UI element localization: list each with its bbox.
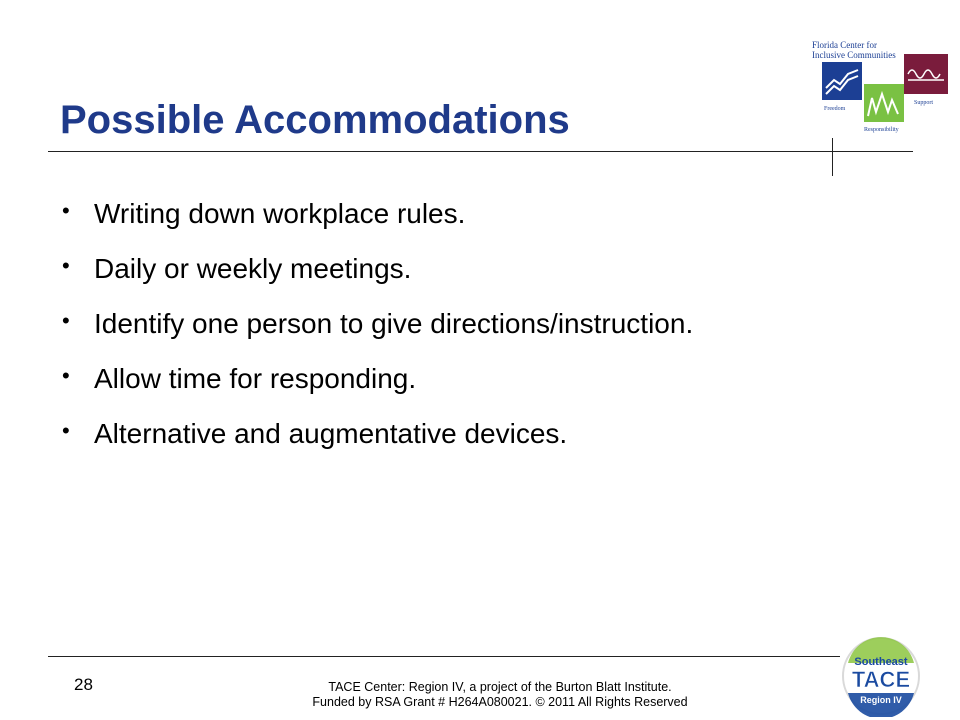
fcic-freedom-label: Freedom [824,106,846,112]
bullet-text: Daily or weekly meetings. [94,253,412,284]
footer-credits [240,680,760,710]
tace-logo [840,635,922,717]
bullet-dot-icon: • [62,418,70,443]
fcic-support-square [904,54,948,94]
title-divider-tick [832,138,833,176]
slide-title: Possible Accommodations [60,98,570,142]
bullet-item [62,306,693,361]
bullet-dot-icon: • [62,198,70,223]
footer-line-2: Funded by RSA Grant # H264A080021. © 2011 All Rights Reserved [312,695,688,709]
tace-logo-bottom: Region IV [860,695,902,705]
fcic-logo [806,40,952,136]
bullet-text: Identify one person to give directions/instruction. [94,308,694,339]
bullet-dot-icon: • [62,363,70,388]
footer-divider [48,656,840,657]
fcic-responsibility-label: Responsibility [864,127,899,133]
bullet-text: Writing down workplace rules. [94,198,466,229]
bullet-list [62,196,693,471]
tace-logo-main: TACE [851,667,911,692]
title-divider [48,151,913,152]
footer-line-1: TACE Center: Region IV, a project of the Burton Blatt Institute. [328,680,672,694]
bullet-text: Allow time for responding. [94,363,417,394]
fcic-name-line2: Inclusive Communities [812,50,896,60]
tace-logo-top: Southeast [854,656,908,668]
bullet-item [62,251,693,306]
bullet-dot-icon: • [62,253,70,278]
bullet-item [62,416,693,471]
bullet-dot-icon: • [62,308,70,333]
fcic-name-line1: Florida Center for [812,40,877,50]
bullet-item [62,361,693,416]
bullet-item [62,196,693,251]
fcic-support-label: Support [914,100,934,106]
bullet-text: Alternative and augmentative devices. [94,418,568,449]
page-number: 28 [74,675,93,694]
